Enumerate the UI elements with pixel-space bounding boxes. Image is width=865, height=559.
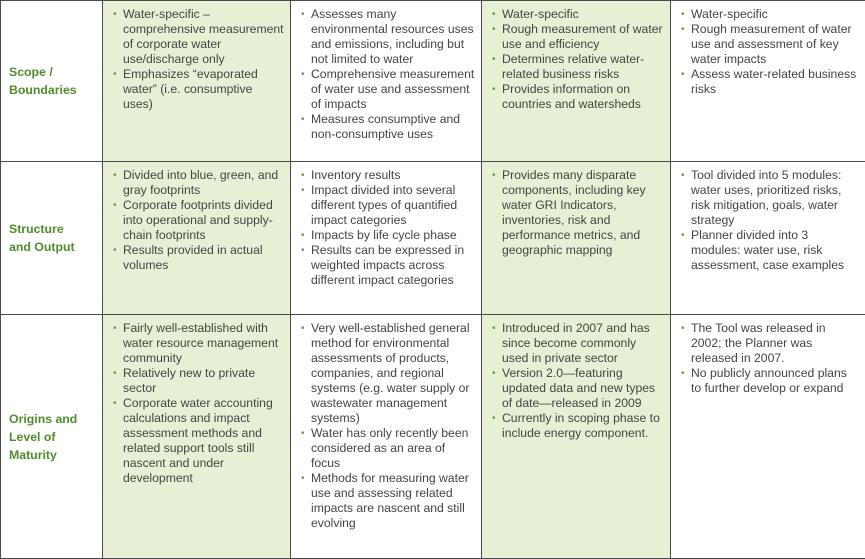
bullet-item: • Comprehensive measurement of water use and assessment of impacts xyxy=(301,67,475,112)
cell-structure-col1 xyxy=(103,162,291,315)
cell-scope-col3 xyxy=(482,1,671,162)
bullet-item: • Divided into blue, green, and gray footprints xyxy=(113,168,284,198)
bullet-item: • Measures consumptive and non-consumptive uses xyxy=(301,112,475,142)
bullet-item: • Impact divided into several different types of quantified impact categories xyxy=(301,183,475,228)
table-row-origins xyxy=(1,315,865,559)
bullet-item: • Corporate water accounting calculations and impact assessment methods and related support tools still nascent and under development xyxy=(113,396,284,486)
row-label-line: Origins and xyxy=(9,412,77,426)
bullet-item: • Version 2.0—featuring updated data and new types of date—released in 2009 xyxy=(492,366,664,411)
bullet-item: • Fairly well-established with water resource management community xyxy=(113,321,284,366)
bullet-item: • Results can be expressed in weighted impacts across different impact categories xyxy=(301,243,475,288)
table-row-scope xyxy=(1,1,865,162)
bullet-list xyxy=(113,7,284,112)
bullet-list xyxy=(681,321,859,396)
bullet-item: • Planner divided into 3 modules: water use, risk assessment, case examples xyxy=(681,228,859,273)
cell-origins-col3 xyxy=(482,315,671,559)
row-label-line: Scope / xyxy=(9,65,53,79)
bullet-item: • Determines relative water-related business risks xyxy=(492,52,664,82)
bullet-item: • Impacts by life cycle phase xyxy=(301,228,475,243)
bullet-list xyxy=(681,7,859,97)
bullet-item: • Introduced in 2007 and has since become commonly used in private sector xyxy=(492,321,664,366)
bullet-item: • Currently in scoping phase to include energy component. xyxy=(492,411,664,441)
bullet-item: • Provides information on countries and watersheds xyxy=(492,82,664,112)
cell-origins-col4 xyxy=(671,315,865,559)
bullet-list xyxy=(492,168,664,258)
bullet-item: • Assesses many environmental resources uses and emissions, including but not limited to water xyxy=(301,7,475,67)
bullet-item: • Emphasizes “evaporated water” (i.e. consumptive uses) xyxy=(113,67,284,112)
row-label-line: Maturity xyxy=(9,448,57,462)
bullet-item: • Methods for measuring water use and assessing related impacts are nascent and still evolving xyxy=(301,471,475,531)
cell-scope-col4 xyxy=(671,1,865,162)
row-label-line: Structure xyxy=(9,222,64,236)
cell-structure-col3 xyxy=(482,162,671,315)
bullet-list xyxy=(301,168,475,288)
bullet-item: • Water-specific – comprehensive measurement of corporate water use/discharge only xyxy=(113,7,284,67)
bullet-item: • Rough measurement of water use and assessment of key water impacts xyxy=(681,22,859,67)
cell-scope-col2 xyxy=(291,1,482,162)
row-label-origins xyxy=(1,315,103,559)
cell-structure-col2 xyxy=(291,162,482,315)
bullet-list xyxy=(301,7,475,142)
row-label-line: Level of xyxy=(9,430,55,444)
bullet-item: • Water has only recently been considered as an area of focus xyxy=(301,426,475,471)
bullet-item: • The Tool was released in 2002; the Planner was released in 2007. xyxy=(681,321,859,366)
bullet-list xyxy=(681,168,859,273)
bullet-item: • Assess water-related business risks xyxy=(681,67,859,97)
bullet-item: • No publicly announced plans to further develop or expand xyxy=(681,366,859,396)
bullet-list xyxy=(301,321,475,531)
bullet-item: • Corporate footprints divided into operational and supply-chain footprints xyxy=(113,198,284,243)
row-label-line: Boundaries xyxy=(9,83,77,97)
cell-scope-col1 xyxy=(103,1,291,162)
cell-origins-col2 xyxy=(291,315,482,559)
bullet-item: • Very well-established general method for environmental assessments of products, companies, and regional systems (e.g. water supply or wastewater management systems) xyxy=(301,321,475,426)
row-label-line: and Output xyxy=(9,240,75,254)
row-label-structure xyxy=(1,162,103,315)
bullet-item: • Results provided in actual volumes xyxy=(113,243,284,273)
bullet-item: • Rough measurement of water use and efficiency xyxy=(492,22,664,52)
bullet-item: • Relatively new to private sector xyxy=(113,366,284,396)
bullet-item: • Tool divided into 5 modules: water uses, prioritized risks, risk mitigation, goals, water strategy xyxy=(681,168,859,228)
cell-origins-col1 xyxy=(103,315,291,559)
bullet-list xyxy=(113,168,284,273)
bullet-item: • Inventory results xyxy=(301,168,475,183)
bullet-list xyxy=(492,7,664,112)
bullet-item: • Water-specific xyxy=(681,7,859,22)
bullet-item: • Provides many disparate components, including key water GRI Indicators, inventories, risk and performance metrics, and geographic mapping xyxy=(492,168,664,258)
bullet-item: • Water-specific xyxy=(492,7,664,22)
cell-structure-col4 xyxy=(671,162,865,315)
row-label-scope xyxy=(1,1,103,162)
table-row-structure xyxy=(1,162,865,315)
bullet-list xyxy=(113,321,284,486)
bullet-list xyxy=(492,321,664,441)
